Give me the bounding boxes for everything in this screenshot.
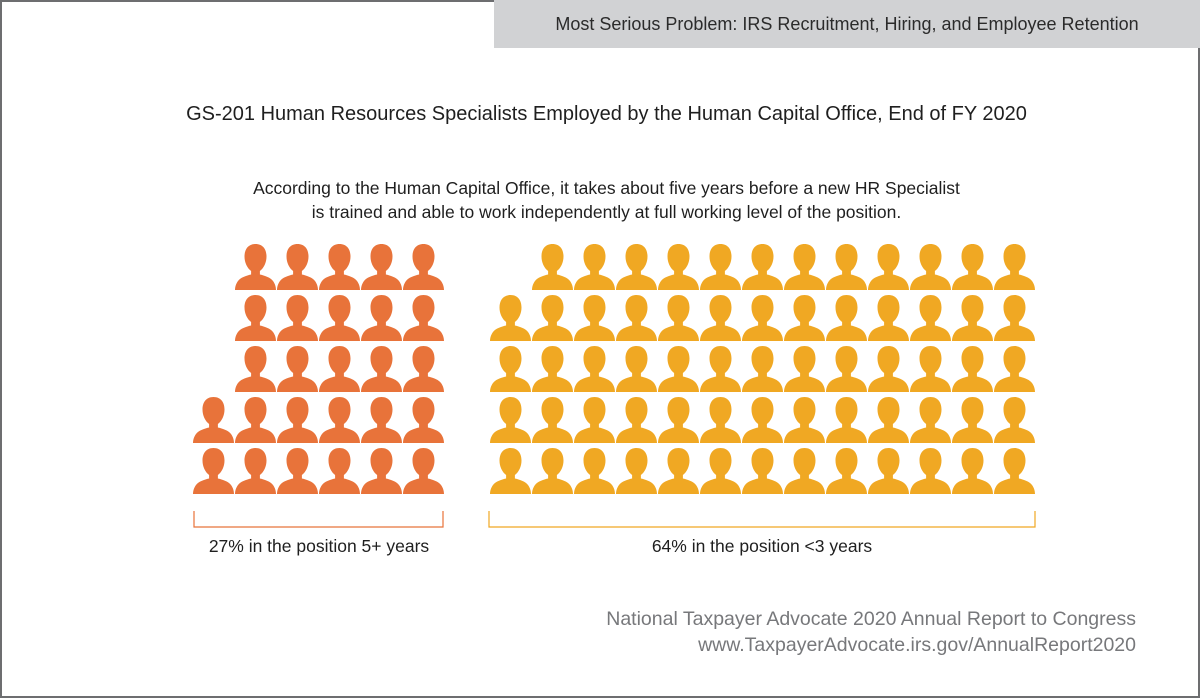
person-icon <box>742 397 783 443</box>
person-icon <box>490 295 531 341</box>
person-icon <box>616 346 657 392</box>
person-icon <box>574 244 615 290</box>
person-icon <box>910 346 951 392</box>
person-icon <box>277 448 318 494</box>
group-bracket-2 <box>489 511 1035 527</box>
person-icon <box>952 346 993 392</box>
person-icon <box>319 244 360 290</box>
person-icon <box>826 448 867 494</box>
person-icon <box>235 448 276 494</box>
person-icon <box>403 244 444 290</box>
person-icon <box>952 448 993 494</box>
person-icon <box>994 295 1035 341</box>
person-icon <box>574 295 615 341</box>
person-icon <box>490 346 531 392</box>
person-icon <box>403 295 444 341</box>
source-line-1: National Taxpayer Advocate 2020 Annual Report to Congress <box>606 608 1136 630</box>
person-icon <box>700 448 741 494</box>
person-icon <box>994 346 1035 392</box>
person-icon <box>952 244 993 290</box>
person-icon <box>784 295 825 341</box>
person-icon <box>403 448 444 494</box>
person-icon <box>700 346 741 392</box>
person-icon <box>277 397 318 443</box>
person-icon <box>658 295 699 341</box>
person-icon <box>361 346 402 392</box>
person-icon <box>193 448 234 494</box>
person-icon <box>994 244 1035 290</box>
person-icon <box>700 295 741 341</box>
person-icon <box>361 397 402 443</box>
person-icon <box>361 244 402 290</box>
icon-group-1 <box>193 244 444 494</box>
person-icon <box>532 346 573 392</box>
person-icon <box>658 448 699 494</box>
person-icon <box>910 397 951 443</box>
person-icon <box>361 448 402 494</box>
source-line-2: www.TaxpayerAdvocate.irs.gov/AnnualReport2020 <box>698 634 1136 656</box>
person-icon <box>826 397 867 443</box>
person-icon <box>193 397 234 443</box>
person-icon <box>616 397 657 443</box>
person-icon <box>658 397 699 443</box>
person-icon <box>868 448 909 494</box>
person-icon <box>235 295 276 341</box>
person-icon <box>574 346 615 392</box>
person-icon <box>277 295 318 341</box>
person-icon <box>910 295 951 341</box>
icon-group-2 <box>490 244 1035 494</box>
chart-title: GS-201 Human Resources Specialists Employed by the Human Capital Office, End of FY 2020 <box>186 103 1027 125</box>
person-icon <box>532 244 573 290</box>
group-label-1: 27% in the position 5+ years <box>208 536 430 556</box>
person-icon <box>826 295 867 341</box>
person-icon <box>235 397 276 443</box>
person-icon <box>700 397 741 443</box>
person-icon <box>403 346 444 392</box>
person-icon <box>910 244 951 290</box>
person-icon <box>742 346 783 392</box>
person-icon <box>319 295 360 341</box>
person-icon <box>574 397 615 443</box>
header-title: Most Serious Problem: IRS Recruitment, Hiring, and Employee Retention <box>555 13 1139 34</box>
person-icon <box>742 244 783 290</box>
person-icon <box>700 244 741 290</box>
person-icon <box>826 346 867 392</box>
person-icon <box>616 295 657 341</box>
person-icon <box>784 346 825 392</box>
person-icon <box>952 397 993 443</box>
person-icon <box>868 346 909 392</box>
person-icon <box>616 448 657 494</box>
subtitle-line-1: According to the Human Capital Office, it takes about five years before a new HR Specialist <box>253 178 960 198</box>
person-icon <box>742 448 783 494</box>
person-icon <box>235 346 276 392</box>
person-icon <box>784 244 825 290</box>
person-icon <box>574 448 615 494</box>
person-icon <box>532 448 573 494</box>
person-icon <box>868 295 909 341</box>
person-icon <box>361 295 402 341</box>
person-icon <box>532 295 573 341</box>
person-icon <box>319 397 360 443</box>
person-icon <box>319 346 360 392</box>
person-icon <box>742 295 783 341</box>
person-icon <box>826 244 867 290</box>
person-icon <box>235 244 276 290</box>
person-icon <box>952 295 993 341</box>
group-label-2: 64% in the position <3 years <box>651 536 873 556</box>
person-icon <box>910 448 951 494</box>
person-icon <box>994 448 1035 494</box>
person-icon <box>490 448 531 494</box>
group-bracket-1 <box>194 511 443 527</box>
source-note <box>606 606 1136 658</box>
person-icon <box>403 397 444 443</box>
person-icon <box>784 397 825 443</box>
person-icon <box>868 397 909 443</box>
person-icon <box>490 397 531 443</box>
person-icon <box>784 448 825 494</box>
person-icon <box>319 448 360 494</box>
person-icon <box>277 346 318 392</box>
person-icon <box>616 244 657 290</box>
subtitle-line-2: is trained and able to work independently at full working level of the position. <box>311 202 902 222</box>
person-icon <box>277 244 318 290</box>
person-icon <box>658 346 699 392</box>
person-icon <box>658 244 699 290</box>
person-icon <box>868 244 909 290</box>
person-icon <box>532 397 573 443</box>
person-icon <box>994 397 1035 443</box>
